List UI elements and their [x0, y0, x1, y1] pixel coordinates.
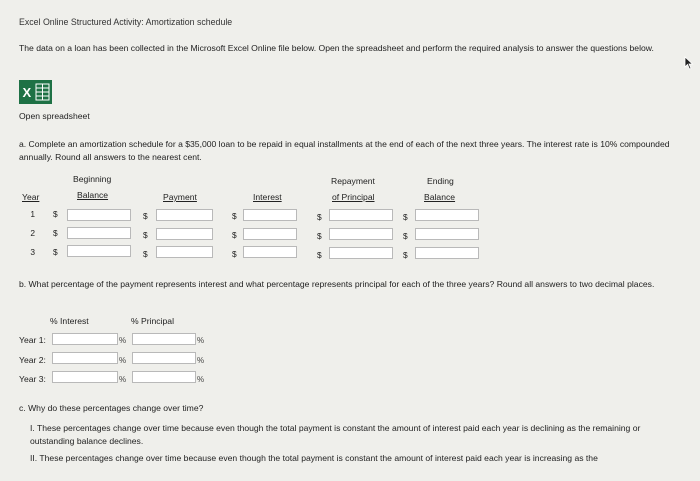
header-ending-bottom: Balance [424, 192, 456, 202]
percent-sign: % [119, 375, 127, 384]
row1-ending-balance-input[interactable] [415, 209, 479, 221]
percent-sign: % [119, 336, 127, 345]
part-c-prompt: c. Why do these percentages change over time? [19, 403, 204, 413]
year3-pct-principal-input[interactable] [132, 371, 196, 383]
year-label-1: Year 1: [19, 335, 46, 345]
currency-sign: $ [232, 230, 237, 240]
currency-sign: $ [53, 247, 58, 257]
header-pct-interest: % Interest [50, 316, 89, 326]
row2-repayment-input[interactable] [329, 228, 393, 240]
part-a-prompt: a. Complete an amortization schedule for a $35,000 loan to be repaid in equal installments at the end of each of the next three years. The interest rate is 10% compounded annually. Round all answers to the nearest cent. [19, 139, 670, 162]
header-interest: Interest [253, 192, 282, 202]
year1-pct-interest-input[interactable] [52, 333, 118, 345]
open-spreadsheet-link[interactable]: Open spreadsheet [19, 111, 90, 121]
year3-pct-interest-input[interactable] [52, 371, 118, 383]
row2-payment-input[interactable] [156, 228, 213, 240]
part-b-prompt: b. What percentage of the payment represents interest and what percentage represents principal for each of the three years? Round all answers to two decimal places. [19, 279, 655, 289]
header-beginning-top: Beginning [73, 174, 112, 184]
row2-interest-input[interactable] [243, 228, 297, 240]
excel-logo-icon[interactable] [19, 80, 52, 104]
row-year-3: 3 [30, 247, 35, 257]
percent-sign: % [119, 356, 127, 365]
row1-repayment-input[interactable] [329, 209, 393, 221]
mouse-cursor-icon [684, 56, 694, 72]
currency-sign: $ [317, 212, 322, 222]
header-payment: Payment [163, 192, 197, 202]
percent-sign: % [197, 356, 205, 365]
header-repayment-top: Repayment [331, 176, 375, 186]
year2-pct-interest-input[interactable] [52, 352, 118, 364]
year2-pct-principal-input[interactable] [132, 352, 196, 364]
row1-beginning-balance-input[interactable] [67, 209, 131, 221]
row-year-2: 2 [30, 228, 35, 238]
row1-payment-input[interactable] [156, 209, 213, 221]
header-pct-principal: % Principal [131, 316, 174, 326]
currency-sign: $ [143, 249, 148, 259]
year-label-3: Year 3: [19, 374, 46, 384]
currency-sign: $ [317, 231, 322, 241]
currency-sign: $ [143, 230, 148, 240]
row3-ending-balance-input[interactable] [415, 247, 479, 259]
header-repayment-bottom: of Principal [332, 192, 375, 202]
currency-sign: $ [53, 209, 58, 219]
currency-sign: $ [403, 212, 408, 222]
currency-sign: $ [403, 231, 408, 241]
answer-option-ii[interactable]: II. These percentages change over time because even though the total payment is constant the amount of interest paid each year is increasing as the [30, 453, 598, 463]
percent-sign: % [197, 336, 205, 345]
currency-sign: $ [232, 249, 237, 259]
currency-sign: $ [403, 250, 408, 260]
currency-sign: $ [317, 250, 322, 260]
row2-ending-balance-input[interactable] [415, 228, 479, 240]
currency-sign: $ [232, 211, 237, 221]
svg-text:X: X [22, 85, 32, 100]
currency-sign: $ [53, 228, 58, 238]
year-label-2: Year 2: [19, 355, 46, 365]
row2-beginning-balance-input[interactable] [67, 227, 131, 239]
row-year-1: 1 [30, 209, 35, 219]
answer-option-i[interactable]: I. These percentages change over time because even though the total payment is constant the amount of interest paid each year is declining as the remaining or outstanding balance declines. [30, 423, 641, 446]
percent-sign: % [197, 375, 205, 384]
year1-pct-principal-input[interactable] [132, 333, 196, 345]
header-ending-top: Ending [427, 176, 454, 186]
header-year: Year [22, 192, 40, 202]
row3-payment-input[interactable] [156, 246, 213, 258]
row1-interest-input[interactable] [243, 209, 297, 221]
row3-beginning-balance-input[interactable] [67, 245, 131, 257]
intro-text: The data on a loan has been collected in the Microsoft Excel Online file below. Open the spreadsheet and perform the required analysis to answer the questions below. [19, 43, 654, 53]
activity-title: Excel Online Structured Activity: Amortization schedule [19, 17, 233, 27]
row3-repayment-input[interactable] [329, 247, 393, 259]
header-beginning-bottom: Balance [77, 190, 109, 200]
currency-sign: $ [143, 211, 148, 221]
row3-interest-input[interactable] [243, 246, 297, 258]
